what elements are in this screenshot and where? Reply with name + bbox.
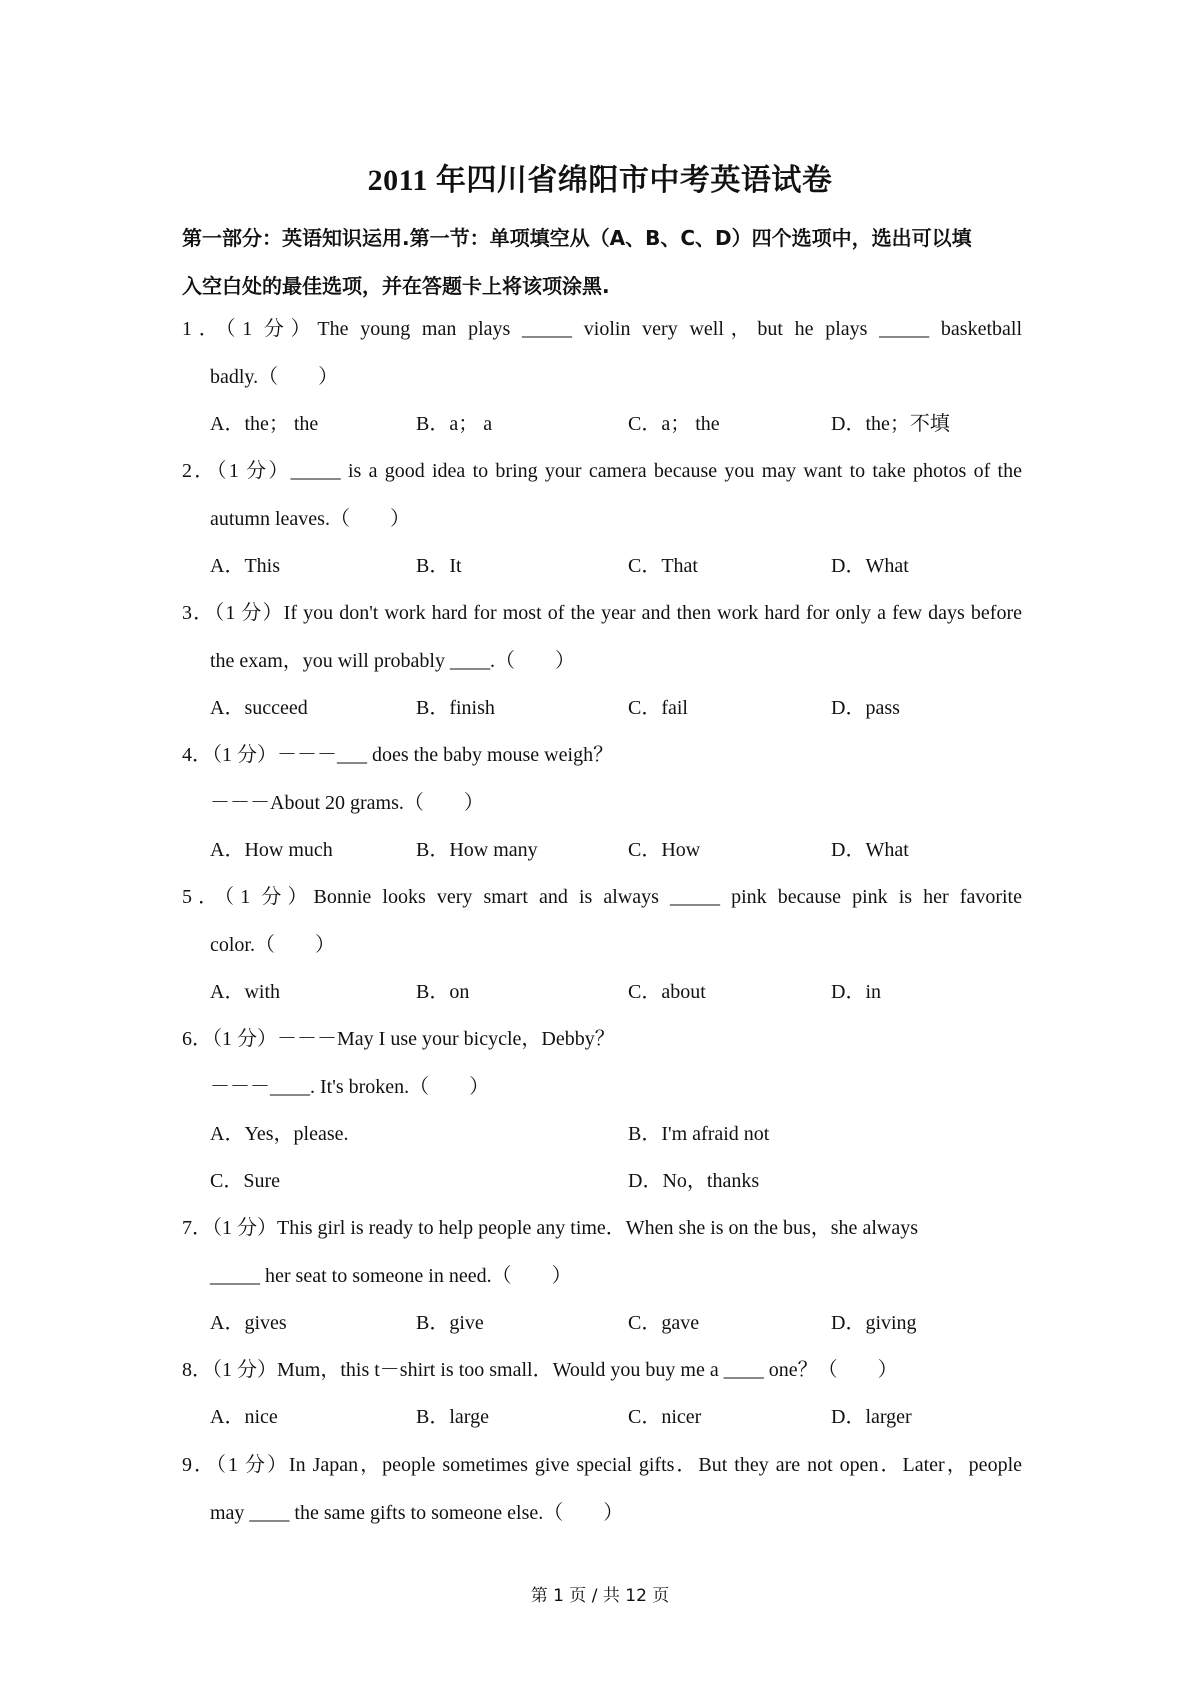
option-c[interactable]: C．about [628, 981, 706, 1003]
section-instructions-line1: 第一部分：英语知识运用.第一节：单项填空从（A、B、C、D）四个选项中，选出可以填 [182, 226, 972, 250]
option-d[interactable]: D．No，thanks [628, 1170, 760, 1192]
question-text-cont: color.（ ） [210, 934, 335, 956]
option-b[interactable]: B．large [416, 1406, 489, 1428]
option-a[interactable]: A．gives [210, 1312, 287, 1334]
question-text-cont: －－－About 20 grams.（ ） [210, 792, 484, 814]
option-d[interactable]: D．giving [831, 1312, 917, 1334]
question-text-cont: －－－____. It's broken.（ ） [210, 1076, 490, 1098]
option-c[interactable]: C．fail [628, 697, 688, 719]
option-a[interactable]: A．This [210, 555, 280, 577]
page-title: 2011 年四川省绵阳市中考英语试卷 [367, 164, 833, 197]
option-a[interactable]: A．with [210, 981, 280, 1003]
option-c[interactable]: C．Sure [210, 1170, 280, 1192]
option-d[interactable]: D．What [831, 839, 909, 861]
option-c[interactable]: C．nicer [628, 1406, 702, 1428]
option-c[interactable]: C．How [628, 839, 701, 861]
option-d[interactable]: D．What [831, 555, 909, 577]
option-b[interactable]: B．It [416, 555, 462, 577]
question-text: 5．（1 分）Bonnie looks very smart and is always _____ pink because pink is her favorite [182, 886, 1022, 908]
option-c[interactable]: C．gave [628, 1312, 700, 1334]
option-b[interactable]: B．finish [416, 697, 495, 719]
question-text-cont: may ____ the same gifts to someone else.（ ） [210, 1502, 624, 1524]
option-d[interactable]: D．pass [831, 697, 900, 719]
question-text: 6．（1 分）－－－May I use your bicycle，Debby？ [182, 1028, 615, 1050]
question-text: 4．（1 分）－－－___ does the baby mouse weigh？ [182, 744, 614, 766]
option-a[interactable]: A．succeed [210, 697, 308, 719]
question-text: 7．（1 分）This girl is ready to help people any time．When she is on the bus，she always [182, 1217, 918, 1239]
question-text-cont: _____ her seat to someone in need.（ ） [210, 1265, 572, 1287]
option-a[interactable]: A．Yes，please. [210, 1123, 349, 1145]
question-text-cont: badly.（ ） [210, 366, 339, 388]
option-b[interactable]: B．How many [416, 839, 538, 861]
option-d[interactable]: D．in [831, 981, 881, 1003]
option-d[interactable]: D．larger [831, 1406, 912, 1428]
question-text-cont: the exam，you will probably ____.（ ） [210, 650, 575, 672]
question-text-cont: autumn leaves.（ ） [210, 508, 410, 530]
question-text: 9．（1 分）In Japan，people sometimes give special gifts．But they are not open．Later，people [182, 1454, 1022, 1476]
option-b[interactable]: B．I'm afraid not [628, 1123, 770, 1145]
question-text: 8．（1 分）Mum，this t－shirt is too small．Would you buy me a ____ one？（ ） [182, 1359, 898, 1381]
option-b[interactable]: B．give [416, 1312, 484, 1334]
option-b[interactable]: B．on [416, 981, 470, 1003]
page-footer: 第 1 页 / 共 12 页 [530, 1586, 670, 1606]
option-b[interactable]: B．a； a [416, 413, 493, 435]
option-c[interactable]: C．That [628, 555, 698, 577]
option-a[interactable]: A．How much [210, 839, 333, 861]
option-d[interactable]: D．the；不填 [831, 413, 950, 435]
question-text: 1．（1 分）The young man plays _____ violin very well，but he plays _____ basketball [182, 318, 1022, 340]
section-instructions-line2: 入空白处的最佳选项，并在答题卡上将该项涂黑. [182, 274, 610, 298]
question-text: 3．（1 分）If you don't work hard for most of the year and then work hard for only a few days before [182, 602, 1022, 624]
option-c[interactable]: C．a； the [628, 413, 720, 435]
option-a[interactable]: A．the； the [210, 413, 319, 435]
question-text: 2．（1 分）_____ is a good idea to bring your camera because you may want to take photos of the [182, 460, 1022, 482]
option-a[interactable]: A．nice [210, 1406, 278, 1428]
